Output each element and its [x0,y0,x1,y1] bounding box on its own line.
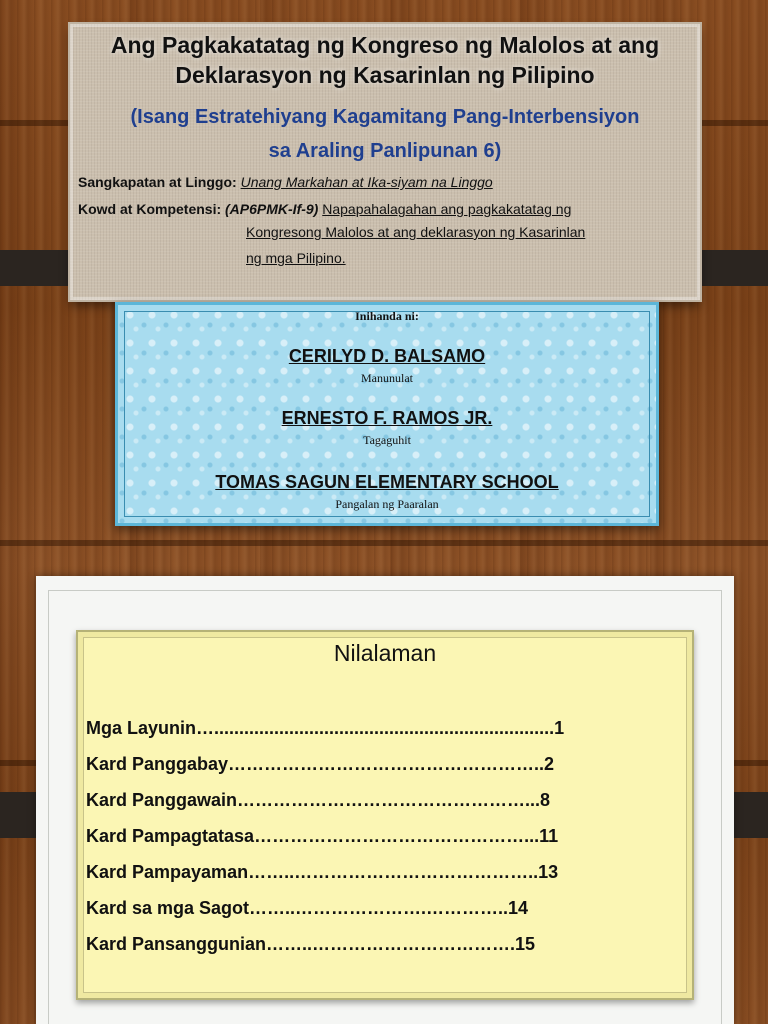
toc-item: Kard Pansanggunian……..…………………………….15 [86,934,536,954]
kowd-text-line-3: ng mga Pilipino. [246,250,346,266]
prepared-by-label: Inihanda ni: [355,309,419,323]
kowd-label: Kowd at Kompetensi: [78,201,222,217]
illustrator-role: Tagaguhit [363,433,411,447]
toc-item: Kard sa mga Sagot……..………………….…………..14 [86,898,529,918]
writer-name: CERILYD D. BALSAMO [288,346,486,366]
authors-card [115,302,659,526]
subtitle [70,100,700,168]
table-of-contents [76,630,694,1000]
toc-item: Kard Pampayaman……..…………………………………..13 [86,862,559,882]
sangkapatan-row [78,171,493,193]
sangkapatan-label: Sangkapatan at Linggo: [78,174,237,190]
school-name: TOMAS SAGUN ELEMENTARY SCHOOL [215,472,559,492]
kowd-text-line-1: Napapahalagahan ang pagkakatatag ng [322,201,572,217]
subtitle-line-2: sa Araling Panlipunan 6) [268,140,502,162]
subtitle-line-1: (Isang Estratehiyang Kagamitang Pang-Interbensiyon [130,106,640,128]
illustrator-name: ERNESTO F. RAMOS JR. [281,408,493,428]
toc-item: Kard Panggawain…………………………………………...8 [86,790,551,810]
strap-left-top [0,250,70,286]
toc-title: Nilalaman [333,640,437,666]
writer-role: Manunulat [361,371,413,385]
kowd-row [78,198,571,220]
main-title [70,30,700,90]
toc-item: Kard Pampagtatasa………………………………………...11 [86,826,559,846]
title-line-2: Deklarasyon ng Kasarinlan ng Pilipino [175,62,595,88]
plank-seam [0,540,768,546]
sangkapatan-value: Unang Markahan at Ika-siyam na Linggo [240,174,493,190]
school-role: Pangalan ng Paaralan [335,497,439,511]
title-card [70,24,700,300]
toc-item: Kard Panggabay……………………………………………..2 [86,754,555,774]
strap-right-top [700,250,768,286]
toc-item: Mga Layunin…....................................................................1 [86,718,565,738]
kowd-text-line-2: Kongresong Malolos at ang deklarasyon ng Kasarinlan [246,224,586,240]
title-line-1: Ang Pagkakatatag ng Kongreso ng Malolos at ang [110,32,660,58]
kowd-code: (AP6PMK-If-9) [225,201,319,217]
